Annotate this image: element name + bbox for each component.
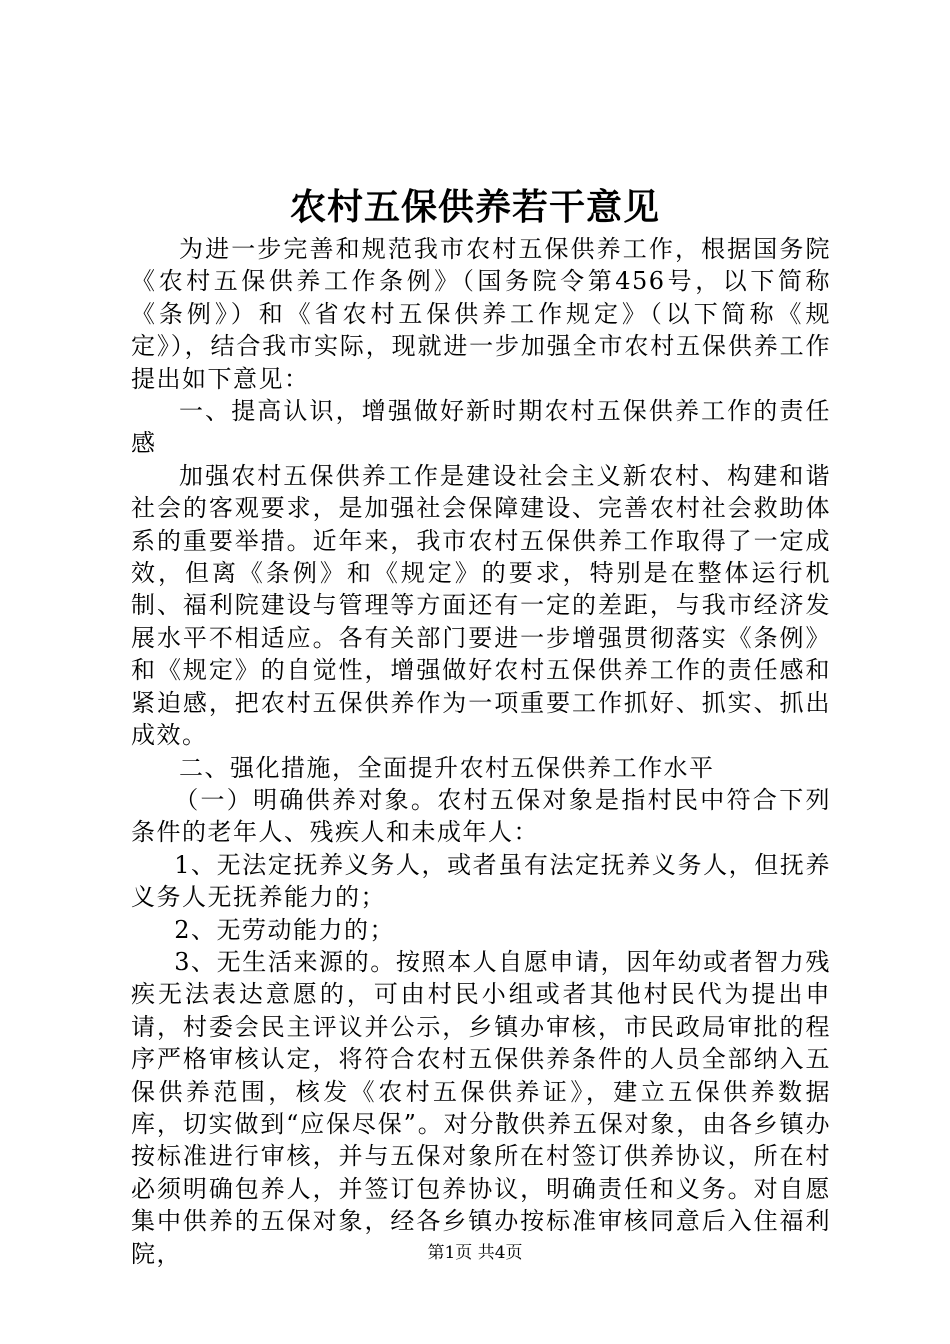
document-title: 农村五保供养若干意见 [289, 186, 660, 228]
paragraph: 为进一步完善和规范我市农村五保供养工作，根据国务院《农村五保供养工作条例》（国务院令第456号，以下简称《条例》）和《省农村五保供养工作规定》（以下简称《规定》），结合我市实际，现就进一步加强全市农村五保供养工作提出如下意见： [131, 235, 831, 393]
list-item: 3、无生活来源的。按照本人自愿申请，因年幼或者智力残疾无法表达意愿的，可由村民小组或者其他村民代为提出申请，村委会民主评议并公示，乡镇办审核，市民政局审批的程序严格审核认定，将符合农村五保供养条件的人员全部纳入五保供养范围，核发《农村五保供养证》，建立五保供养数据库，切实做到“应保尽保”。对分散供养五保对象，由各乡镇办按标准进行审核，并与五保对象所在村签订供养协议，所在村必须明确包养人，并签订包养协议，明确责任和义务。对自愿集中供养的五保对象，经各乡镇办按标准审核同意后入住福利院， [131, 947, 831, 1268]
section-heading: 一、提高认识，增强做好新时期农村五保供养工作的责任感 [131, 397, 831, 458]
paragraph: （一）明确供养对象。农村五保对象是指村民中符合下列条件的老年人、残疾人和未成年人： [131, 785, 831, 847]
paragraph: 加强农村五保供养工作是建设社会主义新农村、构建和谐社会的客观要求，是加强社会保障建设、完善农村社会救助体系的重要举措。近年来，我市农村五保供养工作取得了一定成效，但离《条例》和《规定》的要求，特别是在整体运行机制、福利院建设与管理等方面还有一定的差距，与我市经济发展水平不相适应。各有关部门要进一步增强贯彻落实《条例》和《规定》的自觉性，增强做好农村五保供养工作的责任感和紧迫感，把农村五保供养作为一项重要工作抓好、抓实、抓出成效。 [131, 461, 831, 750]
section-heading: 二、强化措施，全面提升农村五保供养工作水平 [179, 753, 715, 782]
page-footer: 第1页 共4页 [427, 1243, 523, 1263]
list-item: 1、无法定抚养义务人，或者虽有法定抚养义务人，但抚养义务人无抚养能力的； [131, 850, 831, 912]
document-body [131, 233, 831, 1270]
list-item: 2、无劳动能力的； [174, 915, 395, 944]
